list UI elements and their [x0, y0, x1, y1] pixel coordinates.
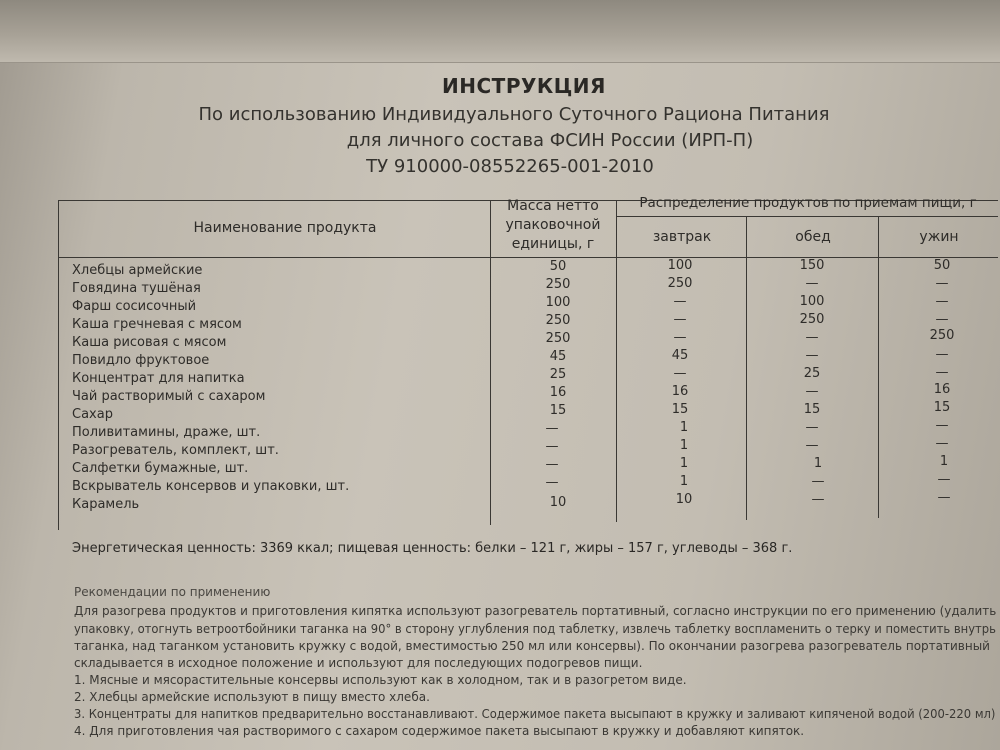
- header-mass-line-1: Масса нетто: [507, 198, 599, 214]
- mass-value: 10: [549, 495, 567, 510]
- dinner-value: —: [935, 312, 949, 327]
- dinner-value: —: [935, 436, 949, 451]
- dinner-value: —: [935, 365, 949, 380]
- lunch-value: —: [805, 438, 819, 453]
- dinner-value: —: [935, 347, 949, 362]
- paper-fold: [0, 0, 1000, 63]
- mass-value: —: [545, 457, 559, 472]
- product-name: Сахар: [72, 407, 113, 422]
- subtitle-line-3: ТУ 910000-08552265-001-2010: [366, 156, 654, 177]
- lunch-value: 150: [799, 258, 825, 273]
- product-name: Карамель: [72, 497, 140, 512]
- product-name: Концентрат для напитка: [72, 371, 245, 386]
- dinner-value: —: [935, 276, 949, 291]
- header-lunch: обед: [795, 229, 831, 245]
- recommendation-line: упаковку, отогнуть ветроотбойники таганка на 90° в сторону углубления под таблетку, извлечь таблетку воспламенить о терку и поместить внутрь: [74, 622, 996, 636]
- dinner-value: —: [937, 490, 951, 505]
- lunch-value: —: [805, 348, 819, 363]
- column-divider-lunch: [746, 216, 747, 520]
- mass-value: —: [545, 421, 559, 436]
- product-name: Каша гречневая с мясом: [72, 317, 242, 332]
- product-name: Вскрыватель консервов и упаковки, шт.: [72, 479, 350, 494]
- product-name: Фарш сосисочный: [72, 299, 197, 314]
- product-name: Каша рисовая с мясом: [72, 335, 227, 350]
- header-bottom-border: [58, 257, 998, 258]
- product-name: Говядина тушёная: [72, 281, 201, 296]
- header-mass-line-3: единицы, г: [511, 236, 595, 252]
- document-title: ИНСТРУКЦИЯ: [442, 74, 606, 98]
- header-dinner: ужин: [919, 229, 959, 245]
- lunch-value: —: [811, 492, 825, 507]
- product-name: Поливитамины, драже, шт.: [72, 425, 261, 440]
- breakfast-value: 45: [671, 348, 689, 363]
- dinner-value: —: [935, 418, 949, 433]
- mass-value: 100: [545, 295, 571, 310]
- breakfast-value: 1: [679, 420, 689, 435]
- header-mass: [492, 197, 614, 254]
- breakfast-value: 10: [675, 492, 693, 507]
- breakfast-value: —: [673, 330, 687, 345]
- recommendation-line: 1. Мясные и мясорастительные консервы используют как в холодном, так и в разогретом виде.: [74, 673, 687, 687]
- dinner-value: —: [935, 294, 949, 309]
- breakfast-value: 15: [671, 402, 689, 417]
- header-distribution: Распределение продуктов по приемам пищи, г: [639, 195, 977, 211]
- dinner-value: 16: [933, 382, 951, 397]
- dinner-value: 50: [933, 258, 951, 273]
- dinner-value: 250: [929, 328, 955, 343]
- mass-value: 250: [545, 277, 571, 292]
- header-product: Наименование продукта: [193, 220, 377, 236]
- recommendation-line: Для разогрева продуктов и приготовления кипятка используют разогреватель портативный, согласно инструкции по его применению (удалить: [74, 604, 997, 618]
- column-divider-dinner: [878, 216, 879, 518]
- breakfast-value: 1: [679, 456, 689, 471]
- subtitle-line-1: По использованию Индивидуального Суточного Рациона Питания: [198, 104, 830, 125]
- product-name: Чай растворимый с сахаром: [72, 389, 266, 404]
- lunch-value: 100: [799, 294, 825, 309]
- breakfast-value: —: [673, 294, 687, 309]
- breakfast-value: —: [673, 312, 687, 327]
- mass-value: 25: [549, 367, 567, 382]
- recommendation-line: 3. Концентраты для напитков предварительно восстанавливают. Содержимое пакета высыпают в кружку и заливают кипяченой водой (200-220 мл): [74, 707, 996, 721]
- product-name: Повидло фруктовое: [72, 353, 210, 368]
- mass-value: 15: [549, 403, 567, 418]
- lunch-value: —: [805, 276, 819, 291]
- breakfast-value: 16: [671, 384, 689, 399]
- mass-value: 250: [545, 331, 571, 346]
- lunch-value: 25: [803, 366, 821, 381]
- recommendations-title: Рекомендации по применению: [74, 585, 271, 599]
- mass-value: 45: [549, 349, 567, 364]
- subtitle-line-2: для личного состава ФСИН России (ИРП-П): [346, 130, 754, 151]
- product-name: Хлебцы армейские: [72, 263, 203, 278]
- mass-value: 16: [549, 385, 567, 400]
- distribution-divider: [616, 216, 998, 217]
- dinner-value: 15: [933, 400, 951, 415]
- lunch-value: 15: [803, 402, 821, 417]
- recommendation-line: таганка, над таганком установить кружку с водой, вместимостью 250 мл или консервы). По окончании разогрева разогреватель портативный: [74, 639, 990, 653]
- lunch-value: —: [811, 474, 825, 489]
- lunch-value: 250: [799, 312, 825, 327]
- mass-value: —: [545, 475, 559, 490]
- column-divider-breakfast: [616, 200, 617, 522]
- mass-value: —: [545, 439, 559, 454]
- energy-value-line: Энергетическая ценность: 3369 ккал; пищевая ценность: белки – 121 г, жиры – 157 г, углеводы – 368 г.: [72, 541, 793, 556]
- column-divider-mass: [490, 200, 491, 525]
- product-name: Разогреватель, комплект, шт.: [72, 443, 279, 458]
- recommendation-line: 2. Хлебцы армейские используют в пищу вместо хлеба.: [74, 690, 430, 704]
- header-mass-line-2: упаковочной: [505, 217, 601, 233]
- mass-value: 250: [545, 313, 571, 328]
- lunch-value: —: [805, 330, 819, 345]
- dinner-value: 1: [939, 454, 949, 469]
- header-breakfast: завтрак: [652, 229, 712, 245]
- product-name: Салфетки бумажные, шт.: [72, 461, 249, 476]
- breakfast-value: 250: [667, 276, 693, 291]
- lunch-value: 1: [813, 456, 823, 471]
- recommendation-line: складывается в исходное положение и используют для последующих подогревов пищи.: [74, 656, 643, 670]
- breakfast-value: 1: [679, 474, 689, 489]
- table-left-border: [58, 200, 59, 530]
- mass-value: 50: [549, 259, 567, 274]
- breakfast-value: 100: [667, 258, 693, 273]
- recommendation-line: 4. Для приготовления чая растворимого с сахаром содержимое пакета высыпают в кружку и добавляют кипяток.: [74, 724, 805, 738]
- dinner-value: —: [937, 472, 951, 487]
- lunch-value: —: [805, 420, 819, 435]
- breakfast-value: —: [673, 366, 687, 381]
- lunch-value: —: [805, 384, 819, 399]
- breakfast-value: 1: [679, 438, 689, 453]
